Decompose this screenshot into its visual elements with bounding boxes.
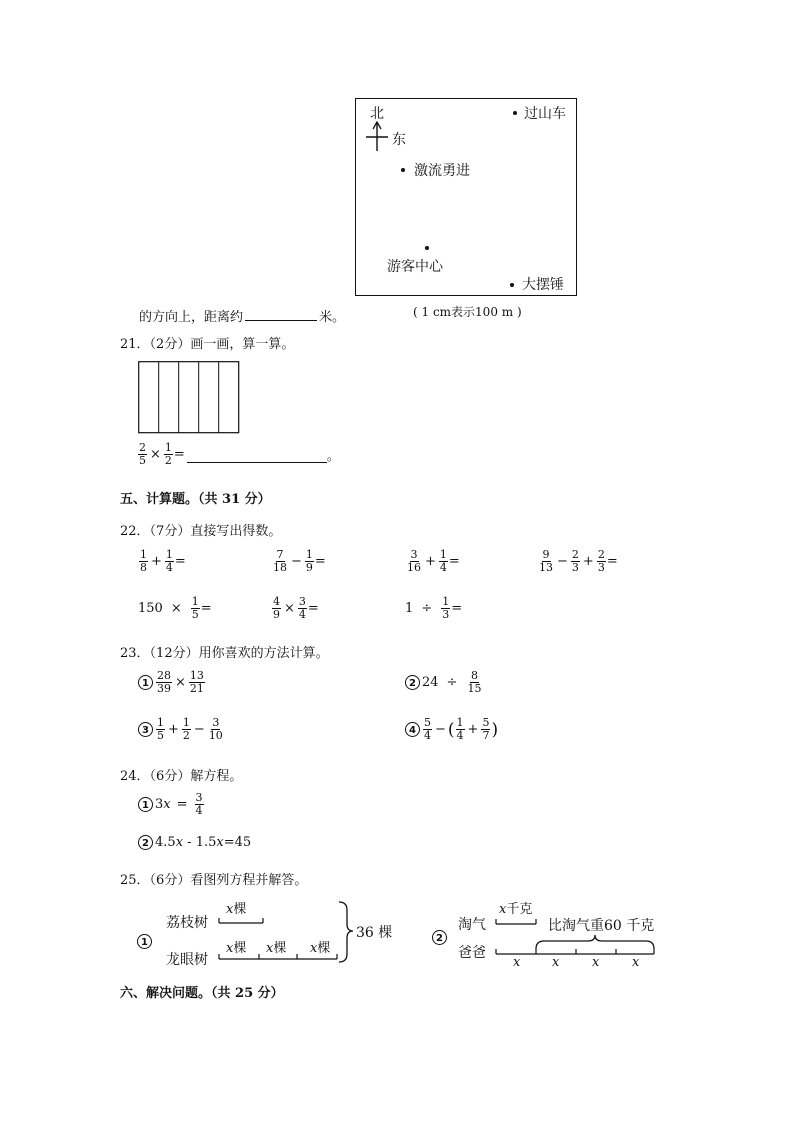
q24-equation-1: 1 3 x = $\frac{3}{4}$ [138,792,205,817]
q23-title: 23．（12分）用你喜欢的方法计算。 [120,646,329,661]
total-trees: 36 棵 [356,925,393,941]
q22-item-1: $\frac{1}{8}$ + $\frac{1}{4}$ = [140,548,186,574]
longan-segment-label-3: x棵 [310,941,331,956]
east-label: 东 [392,132,406,148]
q22-item-7: 1 ÷ $\frac{1}{3}$ = [405,595,463,621]
section5-title: 五、计算题。（共 31 分） [120,492,271,507]
visitor-center-label: 游客中心 [387,259,443,275]
q22-item-4: $\frac{9}{13}$ − $\frac{2}{3}$ + $\frac{2}{3}$ = [539,548,618,574]
section6-title: 六、解决问题。（共 25 分） [120,986,284,1001]
answer-blank[interactable] [187,446,327,463]
q21-expression: $\frac{2}{5}$ × $\frac{1}{2}$ = 。 [139,441,340,467]
q22-item-6: $\frac{4}{9}$ × $\frac{3}{4}$ = [273,595,319,621]
map-scale: ( 1 cm表示100 m ) [413,305,522,319]
pendulum-label: 大摆锤 [522,277,564,293]
rafting-label: 激流勇进 [414,163,470,179]
rafting-dot [401,168,405,172]
dad-seg-x-1: x [513,955,521,970]
longan-label: 龙眼树 [166,952,208,968]
roller-coaster-label: 过山车 [524,106,566,122]
more-weight-label: 比淘气重60 千克 [548,918,655,934]
q21-title: 21．（2分）画一画，算一算。 [120,337,295,352]
q24-title: 24．（6分）解方程。 [120,769,243,784]
longan-segment-label-2: x棵 [266,941,287,956]
taoqi-label: 淘气 [458,917,486,933]
lychee-segment-label: x棵 [226,902,247,917]
compass-icon [364,121,390,151]
strip-rectangle [138,361,240,434]
q23-problem-4: 4 $\frac{5}{4}$ − ( $\frac{1}{4}$ + $\frac{5}{7}$ ) [405,717,498,742]
diagram1-mark: 1 [137,934,152,949]
taoqi-weight-label: x千克 [499,902,533,917]
north-label: 北 [370,106,384,122]
map-box [355,98,577,296]
diagram1-bars [215,900,355,966]
pendulum-dot [510,283,514,287]
diagram2-bars [492,915,662,960]
dad-seg-x-2: x [552,955,560,970]
q23-problem-3: 3 $\frac{1}{5}$ + $\frac{1}{2}$ − $\frac{3}{10}$ [138,717,225,742]
roller-coaster-dot [513,111,517,115]
q22-item-5: 150 × $\frac{1}{5}$ = [138,595,212,621]
q22-title: 22．（7分）直接写出得数。 [120,524,282,539]
q23-problem-2: 2 24 ÷ $\frac{8}{15}$ [405,670,483,695]
q22-item-3: $\frac{3}{16}$ + $\frac{1}{4}$ = [407,548,460,574]
dad-seg-x-3: x [592,955,600,970]
dad-seg-x-4: x [632,955,640,970]
q25-title: 25．（6分）看图列方程并解答。 [120,873,308,888]
dad-label: 爸爸 [458,945,486,961]
q24-equation-2: 2 4.5 x - 1.5 x =45 [138,835,251,850]
lychee-label: 荔枝树 [166,915,208,931]
visitor-center-dot [425,246,429,250]
q20-tail: 的方向上，距离约 米。 [139,310,346,325]
answer-blank[interactable] [245,320,317,321]
q22-item-2: $\frac{7}{18}$ − $\frac{1}{9}$ = [273,548,326,574]
longan-segment-label-1: x棵 [226,941,247,956]
q23-problem-1: 1 $\frac{28}{39}$ × $\frac{13}{21}$ [138,670,206,695]
diagram2-mark: 2 [432,930,447,945]
